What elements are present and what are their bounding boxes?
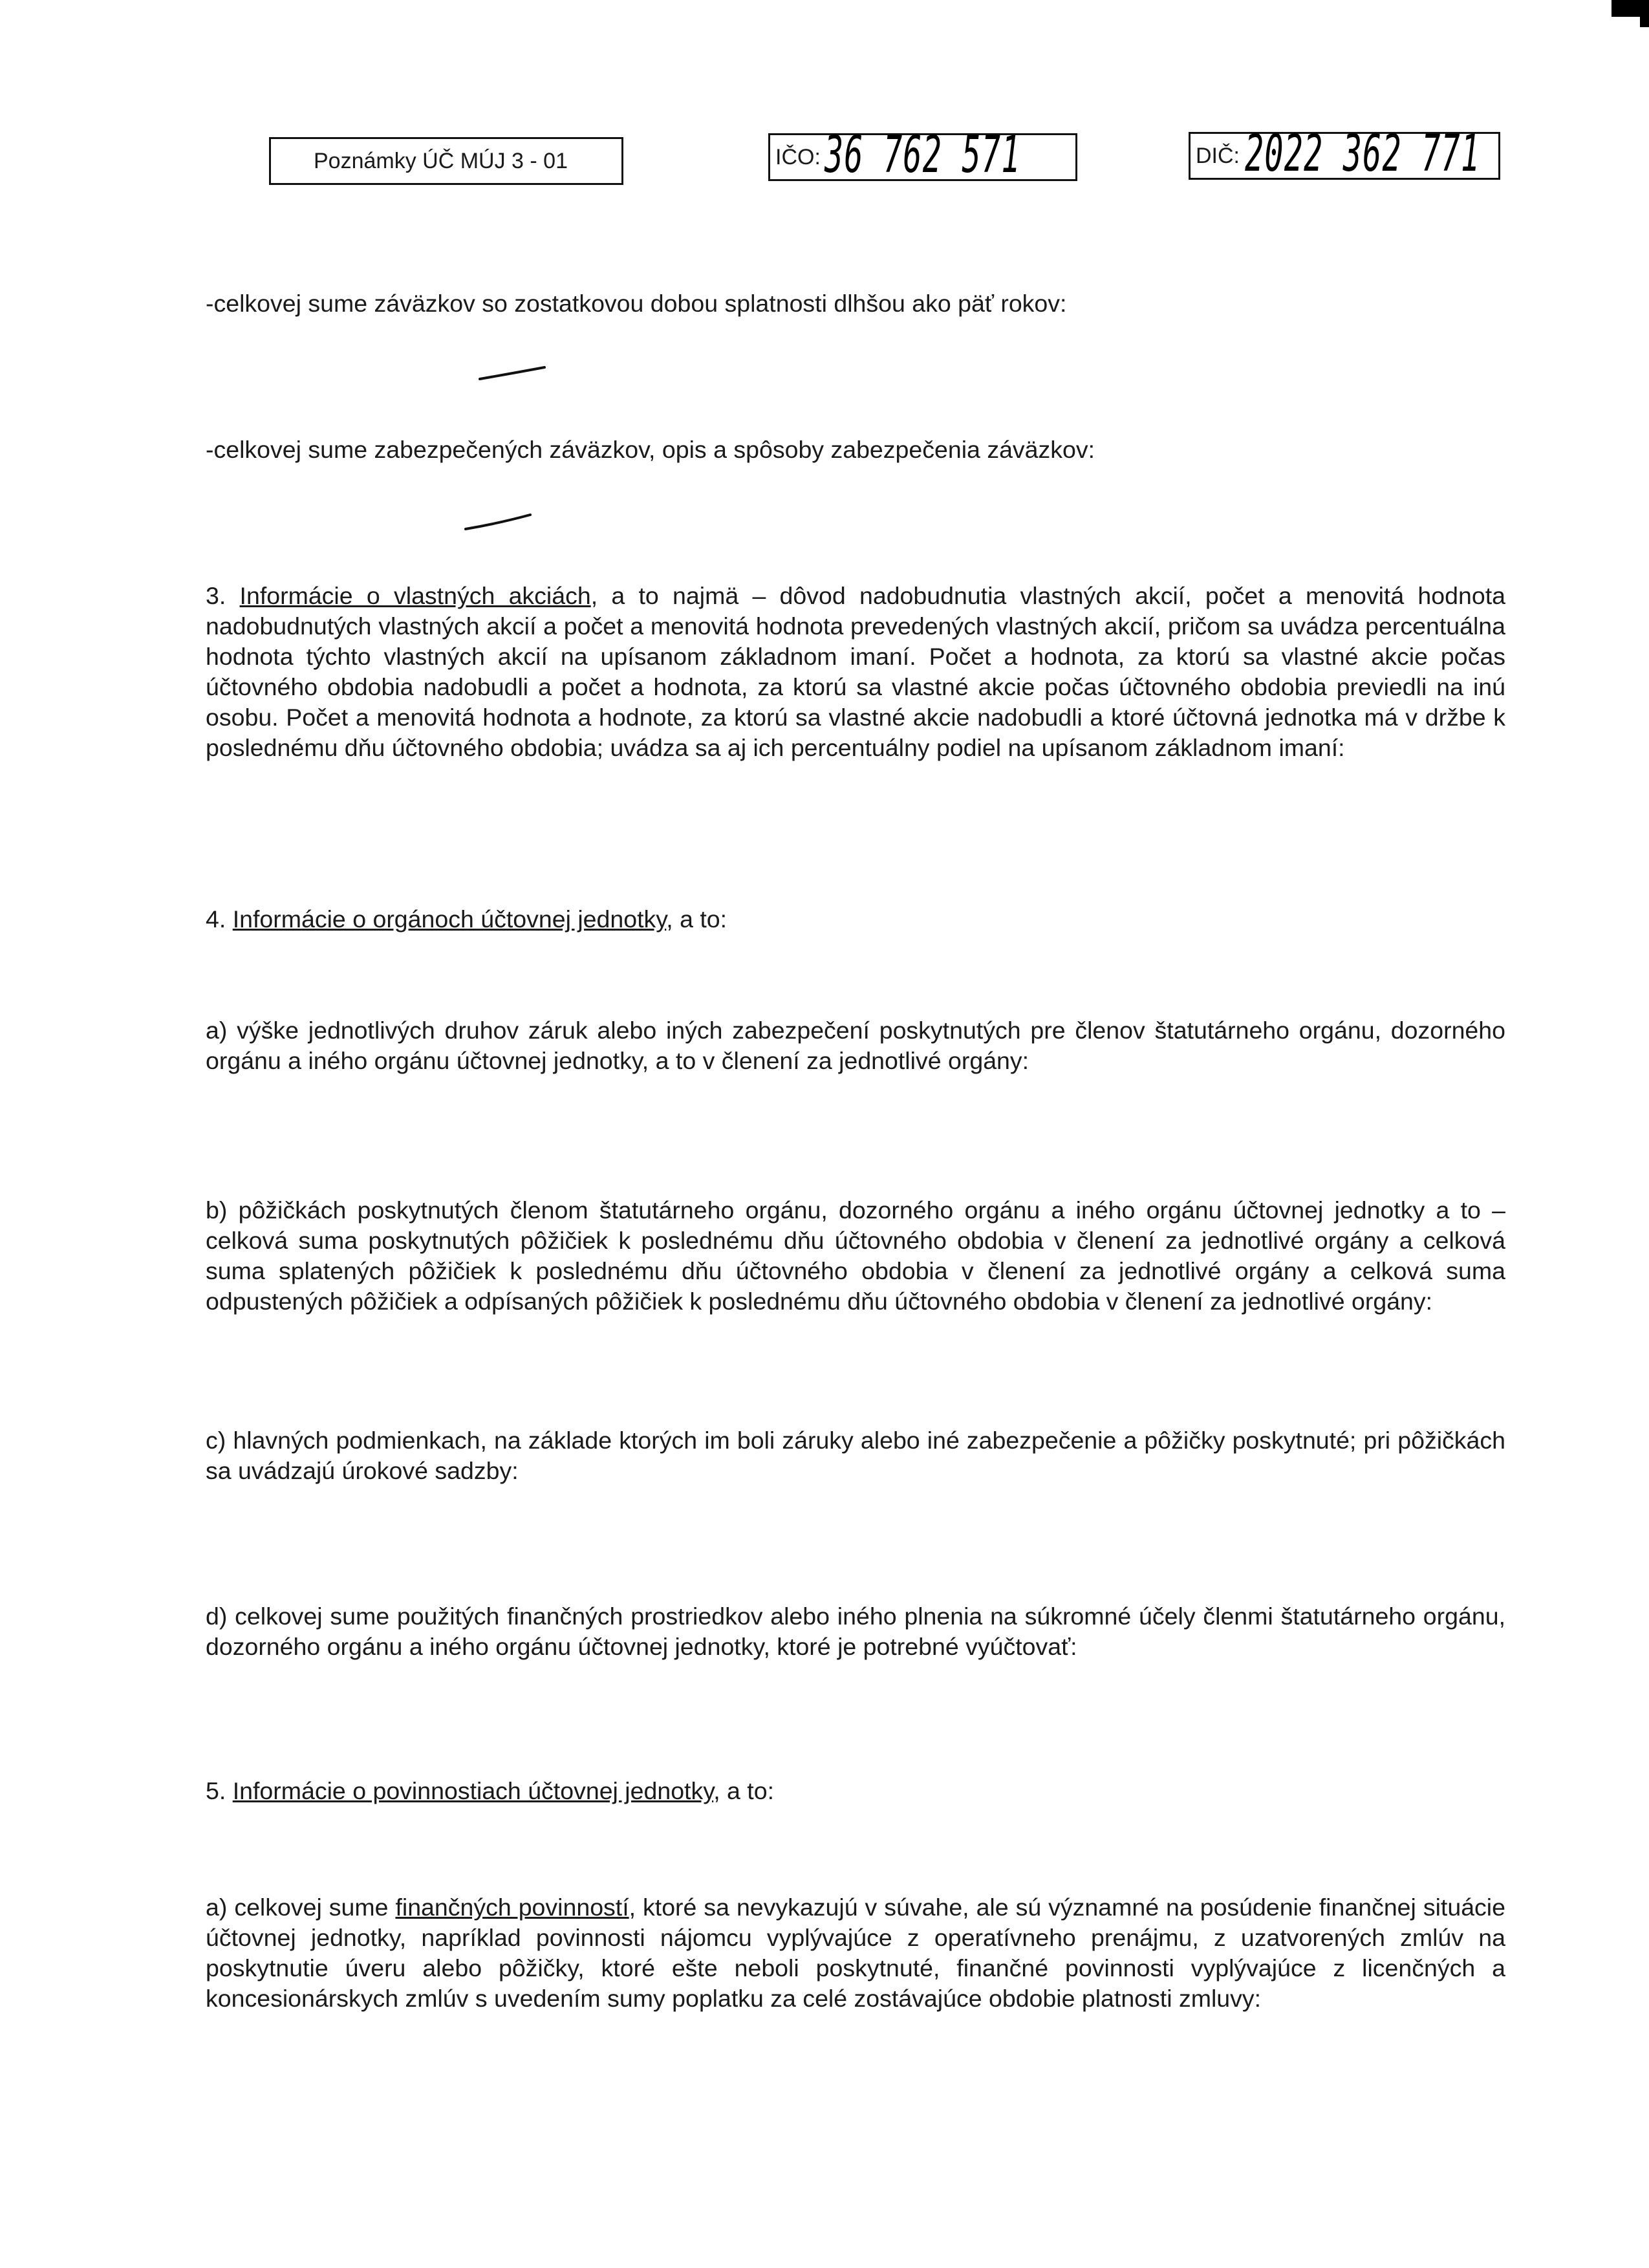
section-4-suffix: , a to: (666, 905, 727, 933)
dic-box (1189, 125, 1500, 183)
section-3-number: 3. (206, 582, 226, 609)
section-4-item-a: a) výške jednotlivých druhov záruk alebo iných zabezpečení poskytnutých pre členov štatutárneho orgánu, dozorného orgánu a iného orgánu účtovnej jednotky, a to v členení za jednotlivé orgány: (206, 1017, 1505, 1074)
section-4-heading (206, 904, 1505, 934)
ico-value: 36 762 571 (824, 126, 1021, 184)
section-4-item-c: c) hlavných podmienkach, na základe ktorých im boli záruky alebo iné zabezpečenie a pôžičky poskytnuté; pri pôžičkách sa uvádzajú úrokové sadzby: (206, 1427, 1505, 1484)
section-5-item-a (206, 1892, 1505, 2014)
handwritten-dash (463, 511, 534, 533)
section-5-heading (206, 1776, 1505, 1806)
section-5-title: Informácie o povinnostiach účtovnej jednotky (232, 1777, 714, 1804)
section-4-number: 4. (206, 905, 226, 933)
item-secured-liabilities: -celkovej sume zabezpečených záväzkov, opis a spôsoby zabezpečenia záväzkov: (206, 436, 1095, 463)
section-5-a-link: finančných povinností (395, 1894, 629, 1921)
dic-label: DIČ: (1196, 143, 1240, 168)
section-4-item-b: b) pôžičkách poskytnutých členom štatutárneho orgánu, dozorného orgánu a iného orgánu účtovnej jednotky a to – celková suma poskytnutých pôžičiek k poslednému dňu účtovného obdobia v členení za jednotlivé orgány a celková suma splatených pôžičiek k poslednému dňu účtovného obdobia v členení za jednotlivé orgány a celková suma odpustených pôžičiek a odpísaných pôžičiek k poslednému dňu účtovného obdobia v členení za jednotlivé orgány: (206, 1196, 1505, 1315)
dic-value: 2022 362 771 (1245, 125, 1481, 183)
handwritten-dash (477, 363, 548, 383)
section-4-title: Informácie o orgánoch účtovnej jednotky (232, 905, 667, 933)
section-3-title: Informácie o vlastných akciách (239, 582, 591, 609)
section-3-body: , a to najmä – dôvod nadobudnutia vlastných akcií, počet a menovitá hodnota nadobudnutých vlastných akcií a počet a menovitá hodnota prevedených vlastných akcií, pričom sa uvádza percentuálna hodnota týchto vlastných akcií na upísanom základnom imaní. Počet a hodnota, za ktorú sa vlastné akcie počas účtovného obdobia nadobudli a počet a hodnota, za ktorú sa vlastné akcie počas účtovného obdobia previedli na inú osobu. Počet a menovitá hodnota a hodnote, za ktorú sa vlastné akcie nadobudli a ktoré účtovná jednotka má v držbe k poslednému dňu účtovného obdobia; uvádza sa aj ich percentuálny podiel na upísanom základnom imaní: (206, 582, 1505, 761)
section-5-a-text: , ktoré sa nevykazujú v súvahe, ale sú významné na posúdenie finančnej situácie účtovnej jednotky, napríklad povinnosti nájomcu vyplývajúce z operatívneho prenájmu, z uzatvorených zmlúv na poskytnutie úveru alebo pôžičky, ktoré ešte neboli poskytnuté, finančné povinnosti vyplývajúce z licenčných a koncesionárskych zmlúv s uvedením sumy poplatku za celé zostávajúce obdobie platnosti zmluvy: (206, 1894, 1505, 2012)
section-4-item-d: d) celkovej sume použitých finančných prostriedkov alebo iného plnenia na súkromné účely členmi štatutárneho orgánu, dozorného orgánu a iného orgánu účtovnej jednotky, ktoré je potrebné vyúčtovať: (206, 1603, 1505, 1660)
section-3-text (206, 581, 1505, 763)
form-label-box (269, 137, 623, 185)
scan-corner-mark (1640, 0, 1649, 27)
section-5-a-prefix: a) celkovej sume (206, 1894, 396, 1921)
section-5-suffix: , a to: (713, 1777, 774, 1804)
ico-label: IČO: (775, 144, 821, 169)
item-liabilities-over-5y: -celkovej sume záväzkov so zostatkovou dobou splatnosti dlhšou ako päť rokov: (206, 290, 1067, 317)
ico-box (768, 126, 1077, 184)
form-label: Poznámky ÚČ MÚJ 3 - 01 (314, 148, 568, 173)
section-5-number: 5. (206, 1777, 226, 1804)
